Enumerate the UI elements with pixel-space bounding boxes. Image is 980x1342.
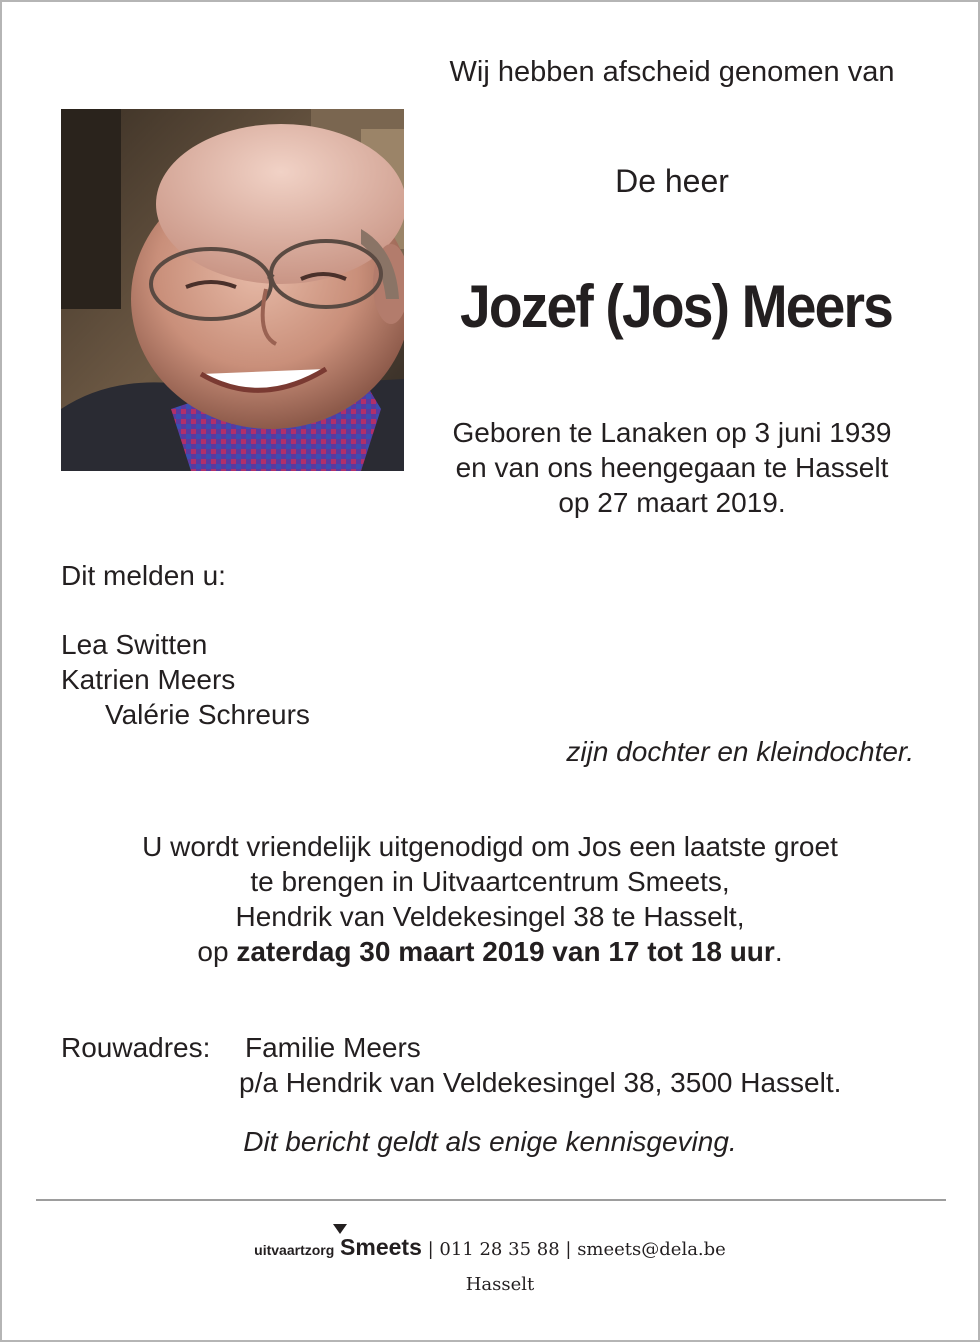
- invitation-line: U wordt vriendelijk uitgenodigd om Jos een laatste groet: [142, 831, 838, 862]
- birth-line: Geboren te Lanaken op 3 juni 1939: [452, 417, 892, 448]
- invitation-date-line: [2, 936, 978, 968]
- brand-small-text: uitvaartzorg: [254, 1242, 335, 1258]
- rouwadres-label: Rouwadres:: [61, 1032, 211, 1063]
- deceased-name: Jozef (Jos) Meers: [460, 273, 892, 340]
- footer-divider: [36, 1199, 946, 1201]
- announce-label: Dit melden u:: [61, 560, 226, 591]
- email-address: smeets@dela.be: [577, 1239, 726, 1260]
- triangle-marker-icon: [333, 1224, 347, 1234]
- invitation-line: te brengen in Uitvaartcentrum Smeets,: [250, 866, 730, 897]
- invitation-line: Hendrik van Veldekesingel 38 te Hasselt,: [235, 901, 745, 932]
- intro-text: Wij hebben afscheid genomen van: [449, 56, 895, 88]
- phone-number: 011 28 35 88: [439, 1239, 560, 1260]
- invitation-date: zaterdag 30 maart 2019 van 17 tot 18 uur: [236, 936, 775, 967]
- footer-contact: [2, 1234, 978, 1261]
- invitation-suffix: .: [774, 936, 783, 967]
- closing-notice: Dit bericht geldt als enige kennisgeving.: [243, 1126, 737, 1157]
- family-member: Valérie Schreurs: [105, 699, 310, 730]
- rouwadres-address: p/a Hendrik van Veldekesingel 38, 3500 Hasselt.: [239, 1067, 842, 1098]
- brand-logo: [340, 1234, 422, 1260]
- passing-date-line: op 27 maart 2019.: [558, 487, 786, 518]
- relation-text: zijn dochter en kleindochter.: [566, 736, 914, 767]
- portrait-photo: [61, 109, 404, 471]
- footer-city: Hasselt: [465, 1274, 535, 1295]
- passing-line: en van ons heengegaan te Hasselt: [455, 452, 889, 483]
- invitation-prefix: op: [197, 936, 237, 967]
- family-member: Lea Switten: [61, 629, 208, 660]
- rouwadres-name: Familie Meers: [245, 1032, 421, 1063]
- brand-name: Smeets: [340, 1234, 422, 1260]
- family-member: Katrien Meers: [61, 664, 236, 695]
- honorific: De heer: [615, 163, 729, 199]
- separator: |: [565, 1239, 572, 1260]
- separator: |: [427, 1239, 434, 1260]
